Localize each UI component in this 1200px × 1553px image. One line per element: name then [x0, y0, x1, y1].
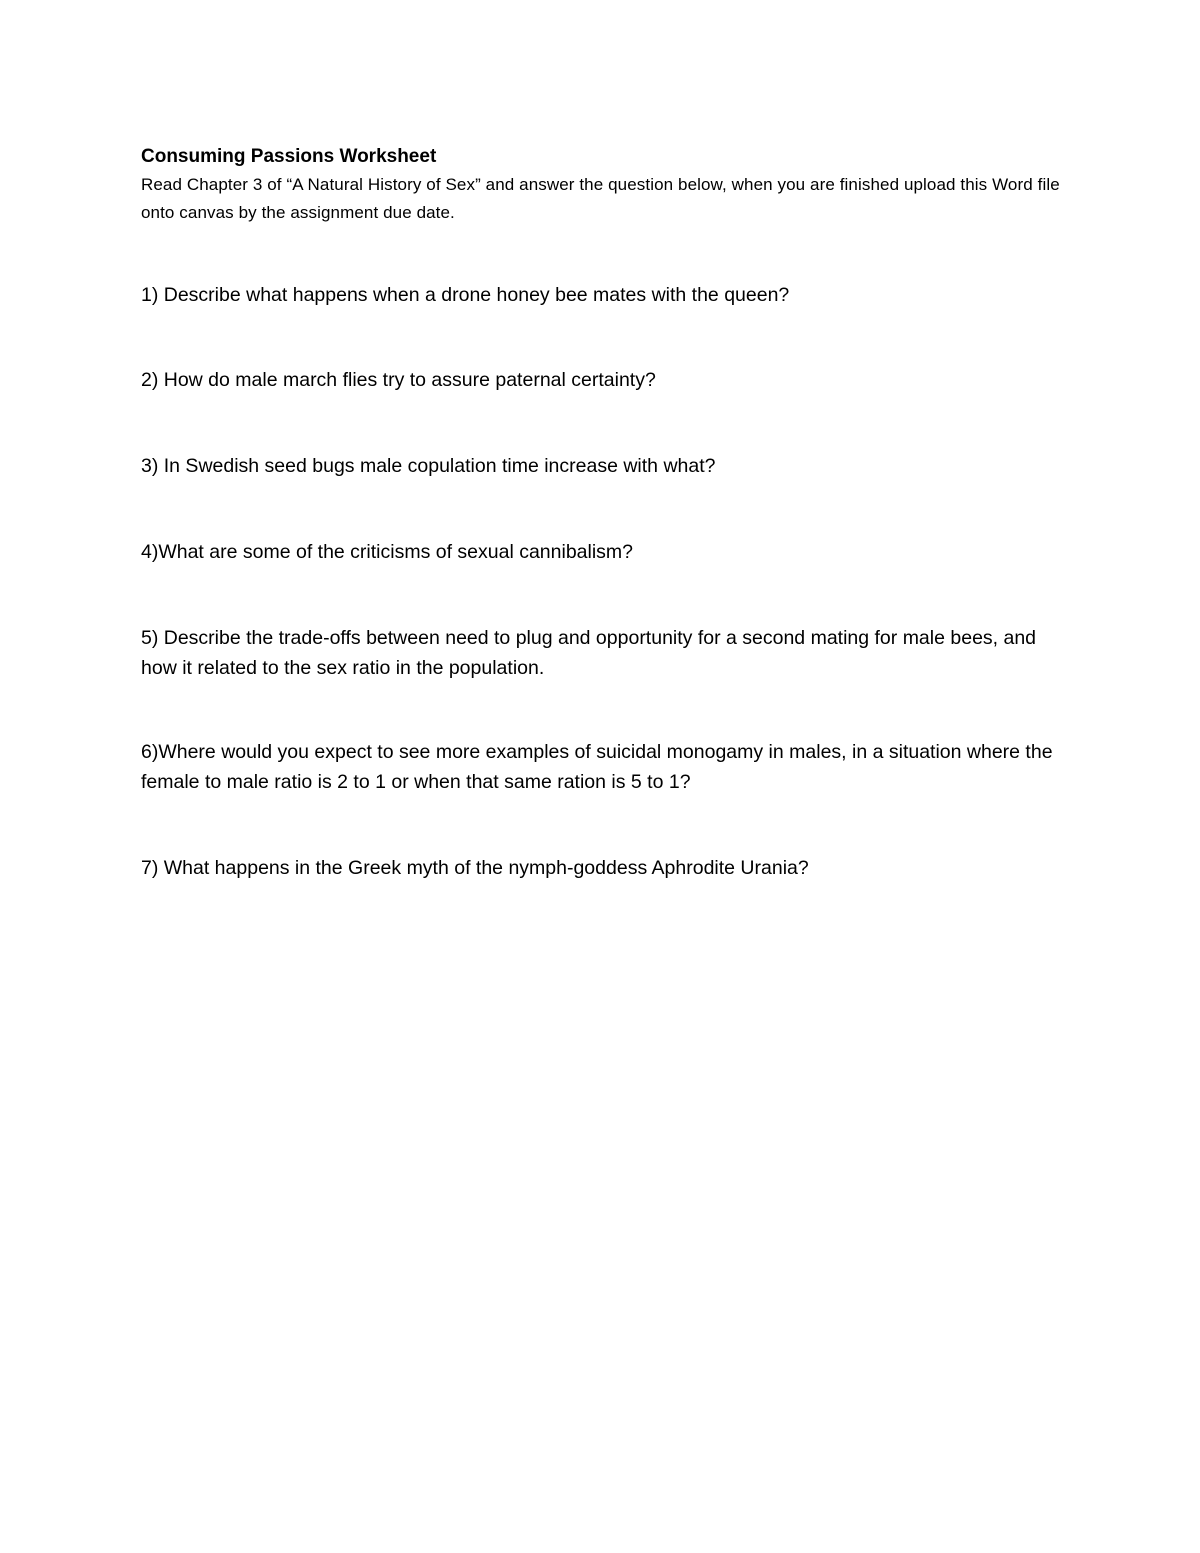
- question-1: 1) Describe what happens when a drone honey bee mates with the queen?: [141, 284, 790, 306]
- question-7: 7) What happens in the Greek myth of the nymph-goddess Aphrodite Urania?: [141, 857, 809, 879]
- question-2: 2) How do male march flies try to assure paternal certainty?: [141, 369, 656, 391]
- question-6: 6)Where would you expect to see more examples of suicidal monogamy in males, in a situation where the female to male ratio is 2 to 1 or when that same ration is 5 to 1?: [141, 741, 1053, 793]
- question-5: 5) Describe the trade-offs between need to plug and opportunity for a second mating for male bees, and how it related to the sex ratio in the population.: [141, 627, 1037, 679]
- worksheet-title: Consuming Passions Worksheet: [141, 146, 437, 167]
- worksheet-instructions: Read Chapter 3 of “A Natural History of Sex” and answer the question below, when you are finished upload this Word file onto canvas by the assignment due date.: [141, 175, 1060, 222]
- worksheet-content: [141, 143, 1061, 879]
- question-4: 4)What are some of the criticisms of sexual cannibalism?: [141, 541, 634, 563]
- question-3: 3) In Swedish seed bugs male copulation time increase with what?: [141, 455, 716, 477]
